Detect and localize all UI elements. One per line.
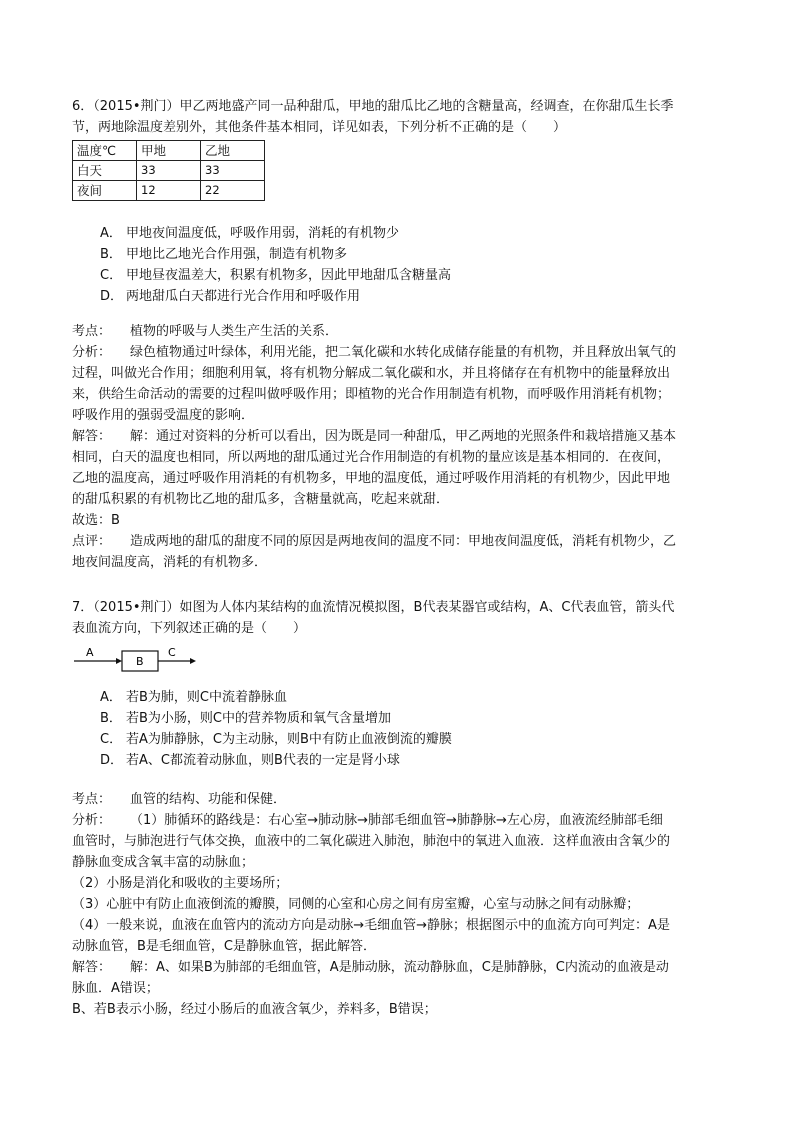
q7-fenxi-line: 静脉血变成含氧丰富的动脉血； <box>72 855 255 870</box>
q6-fenxi-line: 过程，叫做光合作用；细胞利用氧，将有机物分解成二氧化碳和水，并且将储存在有机物中的能量释放出 <box>72 366 671 381</box>
q7-fenxi-line <box>72 810 724 831</box>
question-6 <box>72 96 724 573</box>
option-text: 若A、C都流着动脉血，则B代表的一定是肾小球 <box>126 753 400 768</box>
option-b <box>100 708 724 729</box>
option-a <box>100 223 724 244</box>
q6-jieda-line <box>72 426 724 447</box>
q6-options <box>72 223 724 307</box>
jieda-text: 解：通过对资料的分析可以看出，因为既是同一种甜瓜，甲乙两地的光照条件和栽培措施又基本 <box>130 429 677 444</box>
option-text: 若A为肺静脉，C为主动脉，则B中有防止血液倒流的瓣膜 <box>126 732 452 747</box>
q6-stem-line-1: 6．（2015•荆门）甲乙两地盛产同一品种甜瓜，甲地的甜瓜比乙地的含糖量高，经调查，在你甜瓜生长季 <box>72 99 674 114</box>
arrow-head-icon <box>190 658 196 664</box>
q7-fenxi-line: （3）心脏中有防止血液倒流的瓣膜，同侧的心室和心房之间有房室瓣，心室与动脉之间有动脉瓣； <box>72 897 640 912</box>
jieda-text: 解：A、如果B为肺部的毛细血管，A是肺动脉，流动静脉血，C是肺静脉，C内流动的血液是动 <box>130 960 669 975</box>
option-text: 甲地夜间温度低，呼吸作用弱，消耗的有机物少 <box>126 226 400 241</box>
option-d <box>100 286 724 307</box>
table-row <box>73 161 265 181</box>
q6-kaodian <box>72 321 724 342</box>
option-letter: A． <box>100 226 122 241</box>
table-cell: 12 <box>137 181 201 201</box>
q7-jieda-line: B、若B表示小肠，经过小肠后的血液含氧少，养料多，B错误； <box>72 1002 437 1017</box>
fenxi-text: 绿色植物通过叶绿体，利用光能，把二氧化碳和水转化成储存能量的有机物，并且释放出氧气的 <box>130 345 677 360</box>
q7-fenxi-line: 血管时，与肺泡进行气体交换，血液中的二氧化碳进入肺泡，肺泡中的氧进入血液．这样血液由含氧少的 <box>72 834 671 849</box>
option-d <box>100 750 724 771</box>
q6-dianping-line: 地夜间温度高，消耗的有机物多． <box>72 555 268 570</box>
kaodian-label: 考点： <box>72 324 112 339</box>
q7-stem-line-2: 表血流方向，下列叙述正确的是（ ） <box>72 621 307 636</box>
table-cell: 白天 <box>73 161 137 181</box>
fenxi-text: （1）肺循环的路线是：右心室→肺动脉→肺部毛细血管→肺静脉→左心房，血液流经肺部毛细 <box>130 813 663 828</box>
option-c <box>100 729 724 750</box>
q6-jieda-line: 乙地的温度高，通过呼吸作用消耗的有机物多，甲地的温度低，通过呼吸作用消耗的有机物少，因此甲地 <box>72 471 671 486</box>
option-letter: A． <box>100 690 122 705</box>
kaodian-label: 考点： <box>72 792 112 807</box>
q7-stem-line-1: 7．（2015•荆门）如图为人体内某结构的血流情况模拟图，B代表某器官或结构，A、C代表血管，箭头代 <box>72 600 675 615</box>
option-text: 若B为肺，则C中流着静脉血 <box>126 690 287 705</box>
label-b: B <box>136 655 144 668</box>
kaodian-text: 血管的结构、功能和保健． <box>130 792 287 807</box>
q7-fenxi-line: （2）小肠是消化和吸收的主要场所； <box>72 876 289 891</box>
q6-jieda-line: 相同，白天的温度也相同，所以两地的甜瓜通过光合作用制造的有机物的量应该是基本相同的．在夜间， <box>72 450 671 465</box>
table-cell: 33 <box>201 161 265 181</box>
option-letter: C． <box>100 268 123 283</box>
arrow-head-icon <box>116 658 122 664</box>
option-b <box>100 244 724 265</box>
label-c: C <box>168 646 176 659</box>
blood-flow-svg <box>72 645 202 673</box>
q6-dianping-line <box>72 531 724 552</box>
document-page <box>72 96 724 1020</box>
table-cell: 夜间 <box>73 181 137 201</box>
label-a: A <box>86 646 94 659</box>
table-header-cell: 温度℃ <box>73 141 137 161</box>
table-cell: 33 <box>137 161 201 181</box>
jieda-label: 解答： <box>72 429 112 444</box>
q7-options <box>72 687 724 771</box>
question-7 <box>72 597 724 1020</box>
option-text: 若B为小肠，则C中的营养物质和氧气含量增加 <box>126 711 391 726</box>
option-letter: D． <box>100 289 124 304</box>
kaodian-text: 植物的呼吸与人类生产生活的关系． <box>130 324 339 339</box>
table-row <box>73 181 265 201</box>
q6-fenxi-line <box>72 342 724 363</box>
blood-flow-diagram <box>72 645 724 677</box>
jieda-label: 解答： <box>72 960 112 975</box>
q6-temperature-table <box>72 140 265 201</box>
q7-jieda-line <box>72 957 724 978</box>
table-header-row <box>73 141 265 161</box>
table-header-cell: 乙地 <box>201 141 265 161</box>
q6-fenxi-line: 呼吸作用的强弱受温度的影响． <box>72 408 255 423</box>
dianping-label: 点评： <box>72 534 112 549</box>
option-text: 甲地昼夜温差大，积累有机物多，因此甲地甜瓜含糖量高 <box>126 268 452 283</box>
q7-kaodian <box>72 789 724 810</box>
option-a <box>100 687 724 708</box>
dianping-text: 造成两地的甜瓜的甜度不同的原因是两地夜间的温度不同：甲地夜间温度低，消耗有机物少，乙 <box>130 534 677 549</box>
q6-jieda-line: 的甜瓜积累的有机物比乙地的甜瓜多，含糖量就高，吃起来就甜． <box>72 492 450 507</box>
q6-answer: 故选：B <box>72 513 120 528</box>
q6-stem-line-2: 节，两地除温度差别外，其他条件基本相同，详见如表，下列分析不正确的是（ ） <box>72 120 567 135</box>
q7-jieda-line: 脉血．A错误； <box>72 981 159 996</box>
option-letter: C． <box>100 732 123 747</box>
q7-fenxi-line: 动脉血管，B是毛细血管，C是静脉血管，据此解答． <box>72 939 376 954</box>
option-text: 甲地比乙地光合作用强，制造有机物多 <box>126 247 348 262</box>
option-letter: D． <box>100 753 124 768</box>
q6-fenxi-line: 来，供给生命活动的需要的过程叫做呼吸作用；即植物的光合作用制造有机物，而呼吸作用消耗有机物； <box>72 387 671 402</box>
option-c <box>100 265 724 286</box>
option-letter: B． <box>100 247 122 262</box>
fenxi-label: 分析： <box>72 813 112 828</box>
table-cell: 22 <box>201 181 265 201</box>
table-header-cell: 甲地 <box>137 141 201 161</box>
option-text: 两地甜瓜白天都进行光合作用和呼吸作用 <box>126 289 361 304</box>
q7-fenxi-line: （4）一般来说，血液在血管内的流动方向是动脉→毛细血管→静脉；根据图示中的血流方向可判定：A是 <box>72 918 670 933</box>
option-letter: B． <box>100 711 122 726</box>
fenxi-label: 分析： <box>72 345 112 360</box>
